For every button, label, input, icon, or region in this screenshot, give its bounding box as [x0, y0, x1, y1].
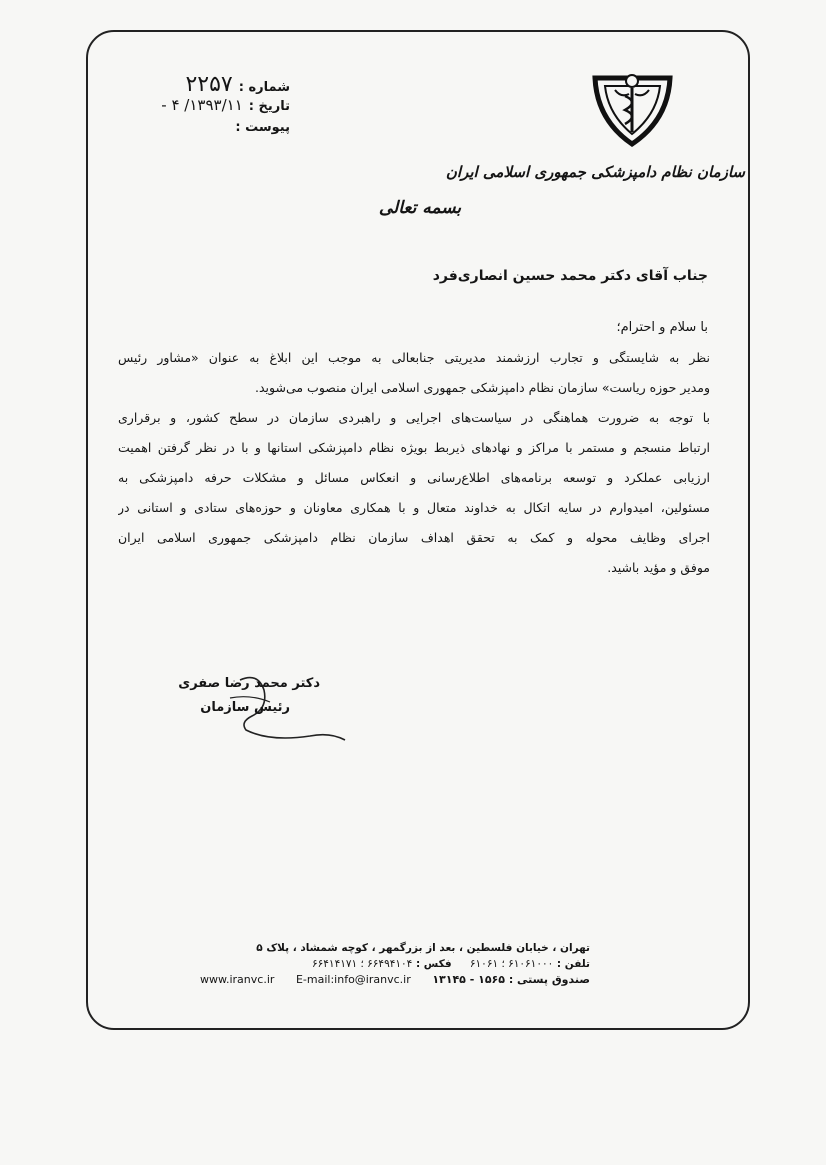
- signatory-name: دکتر محمد رضا صفری: [178, 676, 320, 691]
- website: www.iranvc.ir: [200, 973, 275, 986]
- email-address: E-mail:info@iranvc.ir: [295, 973, 411, 986]
- fax-value: ۶۶۴۹۴۱۰۴ ؛ ۶۶۴۱۴۱۷۱: [312, 958, 413, 970]
- letter-body: [118, 348, 710, 588]
- body-line: اجرای وظایف محوله و کمک به تحقق اهداف سازمان نظام دامپزشکی جمهوری اسلامی ایران: [118, 530, 710, 545]
- footer-web-row: [200, 972, 590, 988]
- bismillah-heading: بسمه تعالی: [378, 198, 462, 218]
- date-label: تاریخ :: [248, 99, 290, 114]
- body-line: ومدیر حوزه ریاست» سازمان نظام دامپزشکی جمهوری اسلامی ایران منصوب می‌شوید.: [255, 380, 710, 395]
- fax-label: فکس :: [415, 958, 452, 970]
- number-label: شماره :: [238, 80, 290, 95]
- body-line: نظر به شایستگی و تجارب ارزشمند مدیریتی جنابعالی به موجب این ابلاغ به عنوان «مشاور رئیس: [118, 350, 710, 365]
- body-line: مسئولین، امیدوارم در سایه اتکال به خداوند متعال و با همکاری معاونان و حوزه‌های ستادی و استانی در: [118, 500, 710, 515]
- body-line: ارزیابی عملکرد و توسعه برنامه‌های اطلاع‌رسانی و انعکاس مسائل و مشکلات حرفه دامپزشکی به: [118, 470, 710, 485]
- attachment-label: پیوست :: [235, 120, 290, 135]
- pobox-label: صندوق پستی :: [508, 973, 590, 986]
- body-line: موفق و مؤید باشید.: [607, 560, 710, 575]
- organization-name: سازمان نظام دامپزشکی جمهوری اسلامی ایران: [445, 163, 745, 181]
- reference-block: [150, 72, 290, 144]
- body-line: ارتباط منسجم و مستمر با مراکز و نهادهای ذیربط بویژه نظام دامپزشکی استانها و با در نظر گرفتن اهمیت: [118, 440, 710, 455]
- phone-label: تلفن :: [556, 958, 590, 970]
- organization-logo: [585, 68, 680, 148]
- footer-phone-fax: [200, 956, 590, 972]
- greeting: با سلام و احترام؛: [616, 320, 708, 335]
- letterhead-footer: [200, 940, 590, 988]
- recipient: جناب آقای دکتر محمد حسین انصاری‌فرد: [432, 268, 708, 284]
- footer-address: تهران ، خیابان فلسطین ، بعد از بزرگمهر ، کوچه شمشاد ، پلاک ۵: [256, 942, 590, 954]
- pobox-value: ۱۵۶۵ - ۱۳۱۴۵: [432, 973, 505, 986]
- letter-number: ۲۲۵۷: [185, 72, 233, 97]
- phone-value: ۶۱۰۶۱۰۰۰ ؛ ۶۱۰۶۱: [469, 958, 554, 970]
- letter-date: ۱۳۹۳/۱۱/ ۴ -: [161, 96, 243, 114]
- signatory-title: رئیس سازمان: [200, 700, 290, 715]
- body-line: با توجه به ضرورت هماهنگی در سیاست‌های اجرایی و راهبردی سازمان در سطح کشور، و برقراری: [118, 410, 710, 425]
